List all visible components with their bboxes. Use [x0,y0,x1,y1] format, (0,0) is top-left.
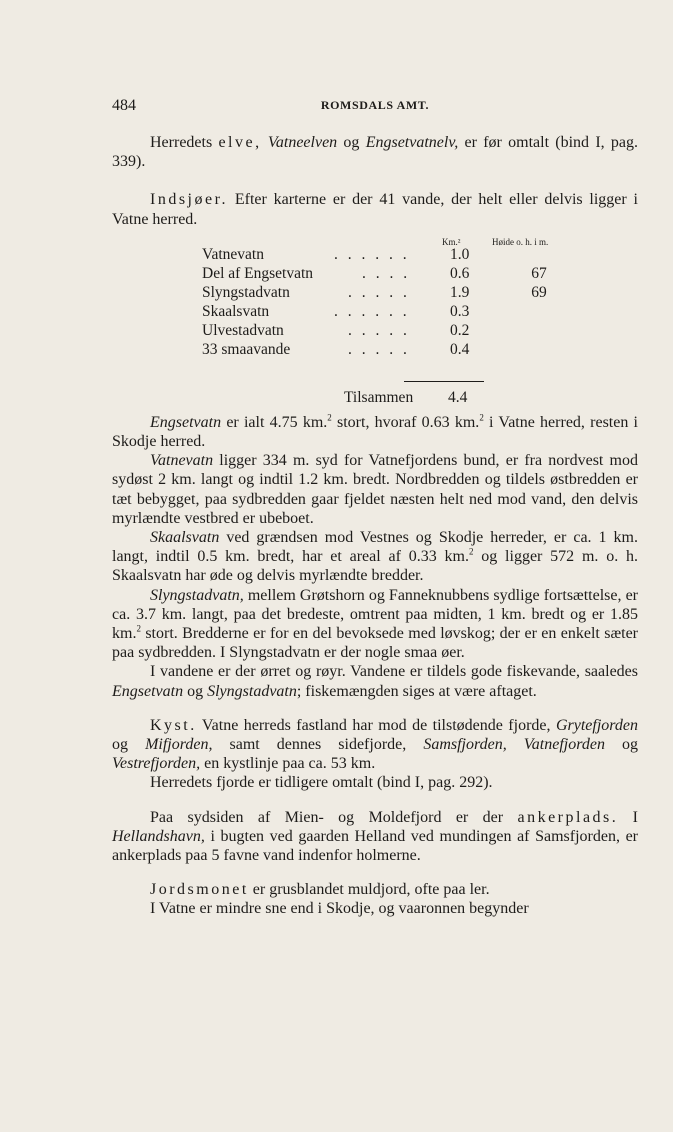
page-number: 484 [112,97,136,114]
paragraph-fjorde: Herredets fjorde er tidligere omtalt (bind I, pag. 292). [150,774,493,792]
lake-area: 0.6 [450,264,470,282]
lake-name: 33 smaavande [202,340,291,358]
paragraph-vatnevatn: Vatnevatn ligger 334 m. syd for Vatnefjordens bund, er fra nordvest mod sydøst 2 km. langt og indtil 1.2 km. bredt. Nordbredden og tildels østbredden er tæt bebygget, paa sydbredden gaar fjeldet næsten helt ned mod vand, den delvis myrlændte vestbred er ubeboet. [112,452,638,527]
paragraph-sne: I Vatne er mindre sne end i Skodje, og vaaronnen begynder [150,900,529,918]
table-row [112,283,638,303]
paragraph-jordsmonet: Jordsmonet er grusblandet muldjord, ofte paa ler. [150,881,490,899]
leader-dots: . . . . . . [334,302,410,320]
column-header-km: Km.² [442,236,461,247]
leader-dots: . . . . . . [334,245,410,263]
total-value: 4.4 [448,388,468,406]
lake-area: 1.9 [450,283,470,301]
paragraph-fish: I vandene er der ørret og røyr. Vandene er tildels gode fiskevande, saaledes Engsetvatn og Slyngstadvatn; fiskemængden siges at være aftaget. [112,663,638,700]
lake-area: 0.4 [450,340,470,358]
lake-height: 69 [531,283,547,301]
lake-area: 1.0 [450,245,470,263]
table-row [112,264,638,284]
leader-dots: . . . . . [348,321,410,339]
lake-name: Skaalsvatn [202,302,270,320]
spacer [112,793,638,808]
table-row [112,245,638,265]
page-header [112,97,638,117]
table-row [112,321,638,341]
lake-area: 0.3 [450,302,470,320]
lake-name: Ulvestadvatn [202,321,284,339]
paragraph-engsetvatn: Engsetvatn er ialt 4.75 km.$^2$ stort, hvoraf 0.63 km.$^2$ i Vatne herred, resten i Skodje herred. [112,412,638,451]
leader-dots: . . . . [362,264,411,282]
lake-name: Del af Engsetvatn [202,264,314,282]
spacer [112,865,638,880]
running-title: ROMSDALS AMT. [320,98,430,112]
paragraph-kyst: Kyst. Vatne herreds fastland har mod de tilstødende fjorde, Grytefjorden og Mifjorden, samt dennes sidefjorde, Samsfjorden, Vatnefjorden og Vestrefjorden, en kystlinje paa ca. 53 km. [112,716,639,773]
sum-rule [404,381,484,382]
lake-area: 0.2 [450,321,470,339]
leader-dots: . . . . . [348,283,410,301]
total-label: Tilsammen [344,388,414,406]
spacer [112,701,638,716]
lake-name: Slyngstadvatn [202,283,290,301]
paragraph-ankerplads: Paa sydsiden af Mien- og Moldefjord er der ankerplads. I Hellandshavn, i bugten ved gaarden Helland ved mundingen af Samsfjorden, er ankerplads paa 5 favne vand indenfor holmerne. [112,808,638,865]
paragraph-skaalsvatn: Skaalsvatn ved grændsen mod Vestnes og Skodje herreder, er ca. 1 km. langt, indtil 0.5 km. bredt, har et areal af 0.33 km.$^2$ og ligger 572 m. o. h. Skaalsvatn har øde og delvis myrlændte bredder. [112,529,638,585]
paragraph-indsjoer: Indsjøer. Efter karterne er der 41 vande, der helt eller delvis ligger i Vatne herred. [112,191,638,228]
lake-height: 67 [531,264,547,282]
table-row [112,340,638,360]
lake-table [112,233,638,413]
paragraph-slyngstadvatn: Slyngstadvatn, mellem Grøtshorn og Fanneknubbens sydlige fortsættelse, er ca. 3.7 km. langt, paa det bredeste, omtrent paa midten, 1 km. bredt og er 1.85 km.$^2$ stort. Bredderne er for en del bevoksede med løvskog; der er en enkelt sæter paa sydbredden. I Slyngstadvatn er der nogle smaa øer. [112,586,638,662]
paragraph-elve: Herredets elve, Vatneelven og Engsetvatnelv, er før omtalt (bind I, pag. 339). [112,134,639,171]
lake-name: Vatnevatn [202,245,264,263]
page-body [112,133,638,919]
table-row [112,302,638,322]
leader-dots: . . . . . [348,340,410,358]
column-header-height: Høide o. h. i m. [492,236,549,247]
